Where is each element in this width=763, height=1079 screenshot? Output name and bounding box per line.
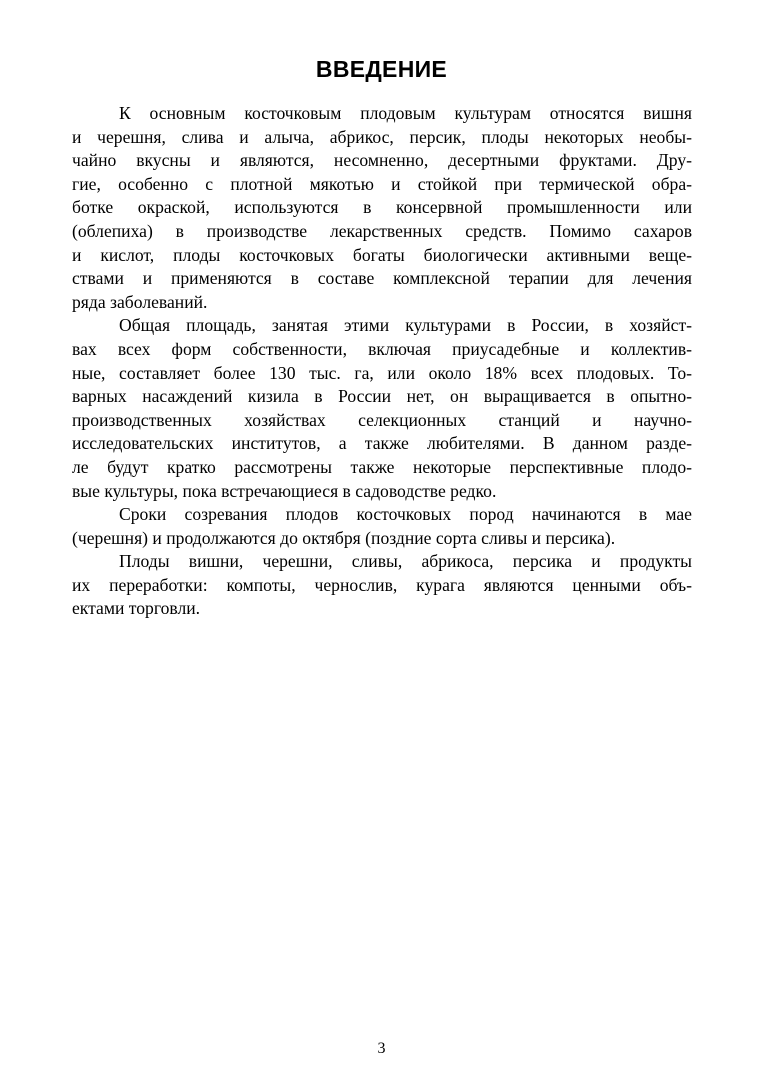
paragraph	[72, 102, 692, 314]
text-line: вах всех форм собственности, включая приусадебные и коллектив-	[72, 338, 692, 359]
text-line: ле будут кратко рассмотрены также некоторые перспективные плодо-	[72, 456, 692, 477]
paragraph	[72, 550, 692, 621]
text-line: Общая площадь, занятая этими культурами в России, в хозяйст-	[119, 315, 692, 336]
text-line: и черешня, слива и алыча, абрикос, персик, плоды некоторых необы-	[72, 126, 692, 147]
text-line: гие, особенно с плотной мякотью и стойкой при термической обра-	[72, 173, 692, 194]
text-line: К основным косточковым плодовым культурам относятся вишня	[119, 103, 692, 123]
text-line: ряда заболеваний.	[72, 291, 208, 312]
text-line: Сроки созревания плодов косточковых пород начинаются в мае	[119, 504, 692, 525]
page-title: ВВЕДЕНИЕ	[315, 56, 448, 82]
text-line: ектами торговли.	[72, 598, 201, 619]
page-number: 3	[377, 1040, 386, 1057]
text-line: исследовательских институтов, а также любителями. В данном разде-	[72, 433, 692, 454]
text-line: ствами и применяются в составе комплексной терапии для лечения	[72, 268, 692, 289]
text-line: ботке окраской, используются в консервной промышленности или	[72, 197, 692, 218]
text-line: производственных хозяйствах селекционных станций и научно-	[72, 409, 692, 430]
text-line: Плоды вишни, черешни, сливы, абрикоса, персика и продукты	[119, 551, 692, 572]
text-line: чайно вкусны и являются, несомненно, десертными фруктами. Дру-	[72, 150, 692, 171]
paragraph	[72, 503, 692, 550]
text-line: варных насаждений кизила в России нет, он выращивается в опытно-	[72, 386, 692, 407]
text-line: (черешня) и продолжаются до октября (поздние сорта сливы и персика).	[72, 527, 616, 548]
text-line: (облепиха) в производстве лекарственных средств. Помимо сахаров	[72, 220, 692, 241]
text-line: вые культуры, пока встречающиеся в садоводстве редко.	[72, 480, 497, 501]
text-line: их переработки: компоты, чернослив, курага являются ценными объ-	[72, 574, 692, 595]
paragraph	[72, 314, 692, 503]
text-line: и кислот, плоды косточковых богаты биологически активными веще-	[72, 244, 692, 265]
body-text	[72, 102, 692, 621]
text-line: ные, составляет более 130 тыс. га, или около 18% всех плодовых. То-	[72, 362, 692, 383]
